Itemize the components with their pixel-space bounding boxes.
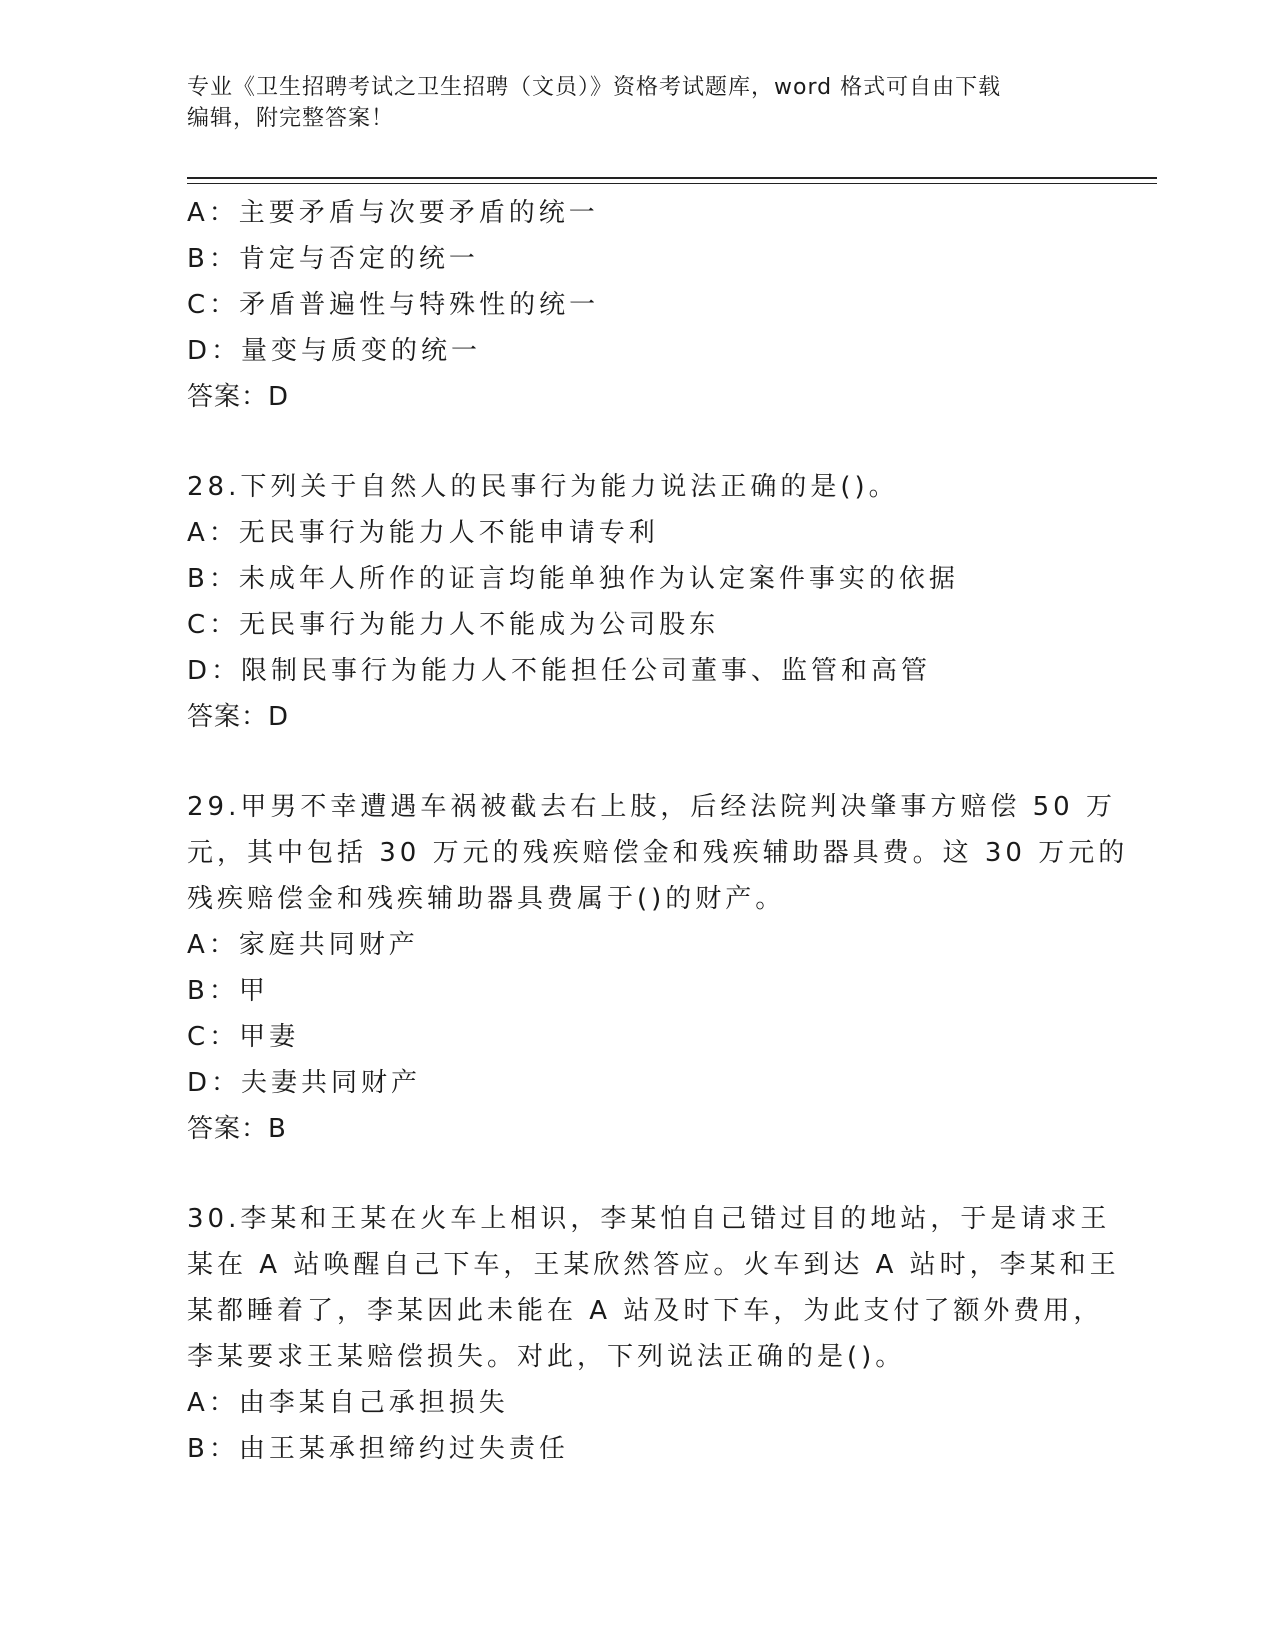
question-text-line-3: 残疾赔偿金和残疾辅助器具费属于()的财产。 [187, 884, 786, 914]
question-text-line-4: 李某要求王某赔偿损失。对此，下列说法正确的是()。 [187, 1342, 906, 1372]
header-rule-thin [187, 183, 1157, 184]
option-b: B：未成年人所作的证言均能单独作为认定案件事实的依据 [187, 564, 959, 594]
option-b: B：肯定与否定的统一 [187, 244, 479, 274]
question-text-line-1: 29.甲男不幸遭遇车祸被截去右上肢，后经法院判决肇事方赔偿 50 万 [187, 792, 1116, 822]
question-29 [187, 784, 1129, 1152]
question-text-line-2: 元，其中包括 30 万元的残疾赔偿金和残疾辅助器具费。这 30 万元的 [187, 838, 1129, 868]
document-header [187, 72, 1067, 134]
option-d: D：夫妻共同财产 [187, 1068, 422, 1098]
question-text: 28.下列关于自然人的民事行为能力说法正确的是()。 [187, 472, 899, 502]
option-a: A：主要矛盾与次要矛盾的统一 [187, 198, 599, 228]
option-d: D：限制民事行为能力人不能担任公司董事、监管和高管 [187, 656, 932, 686]
option-a: A：家庭共同财产 [187, 930, 419, 960]
header-line-1: 专业《卫生招聘考试之卫生招聘（文员）》资格考试题库，word 格式可自由下载 [187, 75, 1002, 100]
option-a: A：无民事行为能力人不能申请专利 [187, 518, 659, 548]
question-text-line-1: 30.李某和王某在火车上相识，李某怕自己错过目的地站，于是请求王 [187, 1204, 1111, 1234]
option-a: A：由李某自己承担损失 [187, 1388, 509, 1418]
option-c: C：甲妻 [187, 1022, 300, 1052]
option-d: D：量变与质变的统一 [187, 336, 482, 366]
question-27-tail [187, 190, 1087, 420]
option-b: B：甲 [187, 976, 269, 1006]
header-line-2: 编辑，附完整答案！ [187, 106, 395, 131]
answer: 答案：D [187, 382, 290, 412]
question-30 [187, 1196, 1120, 1472]
question-text-line-3: 某都睡着了，李某因此未能在 A 站及时下车，为此支付了额外费用， [187, 1296, 1104, 1326]
option-c: C：无民事行为能力人不能成为公司股东 [187, 610, 720, 640]
answer: 答案：B [187, 1114, 287, 1144]
question-28 [187, 464, 1087, 740]
header-rule-thick [187, 177, 1157, 179]
question-text-line-2: 某在 A 站唤醒自己下车，王某欣然答应。火车到达 A 站时，李某和王 [187, 1250, 1120, 1280]
question-list [187, 190, 1129, 1472]
option-b: B：由王某承担缔约过失责任 [187, 1434, 569, 1464]
option-c: C：矛盾普遍性与特殊性的统一 [187, 290, 600, 320]
answer: 答案：D [187, 702, 290, 732]
